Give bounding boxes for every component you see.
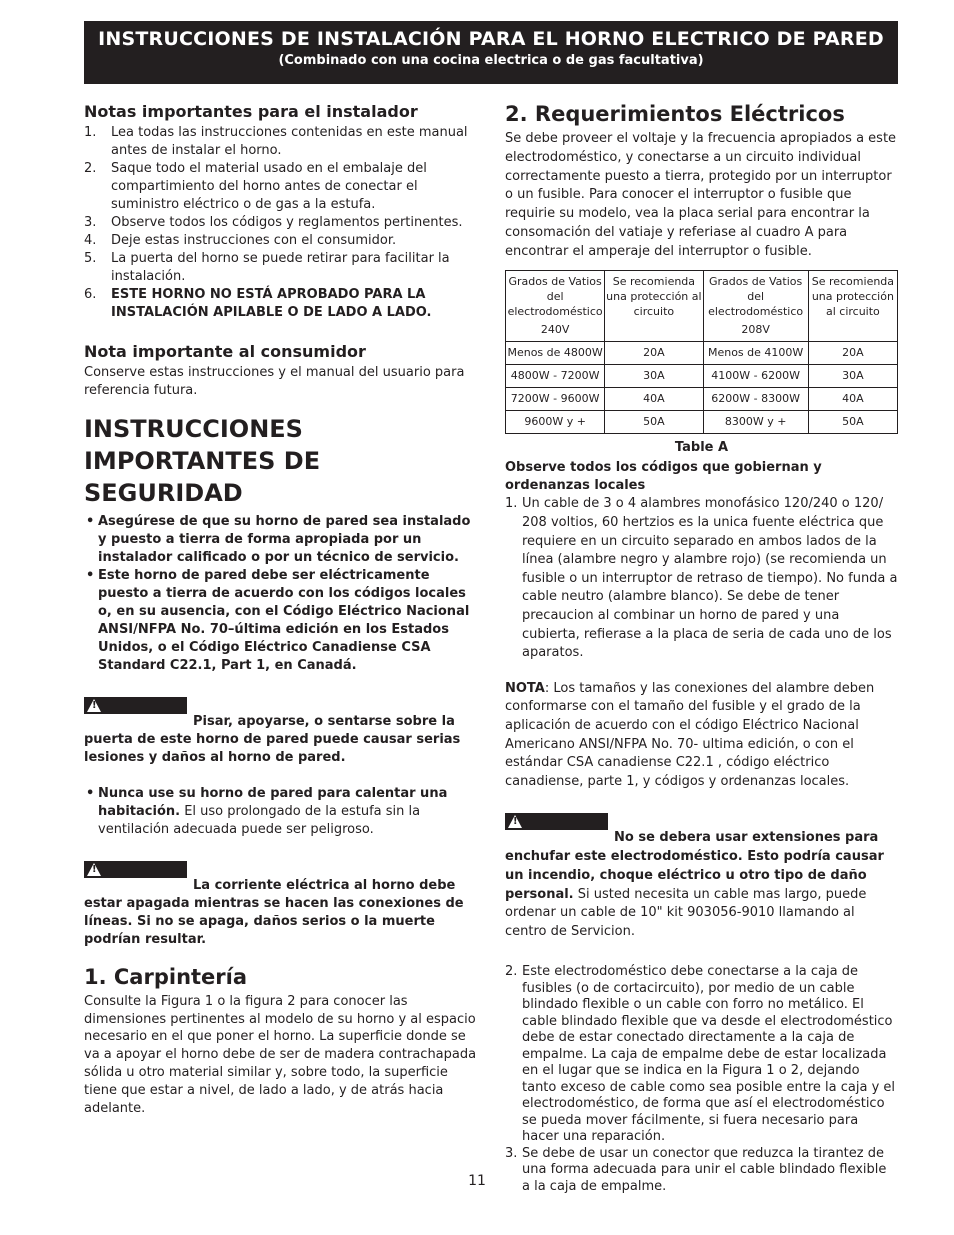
list-item: • Este horno de pared debe ser eléctricamente puesto a tierra de acuerdo con los códigos locales o, en su ausencia, con el Código Eléctrico Nacional ANSI/NFPA No. 70–última edición en los Estados Unidos, o el Código Eléctrico Canadiense CSA Standard C22.1, Part 1, en Canadá. (86, 567, 470, 673)
list-item: 5. La puerta del horno se puede retirar para facilitar la instalación. (84, 251, 450, 284)
table-row: 4800W - 7200W 30A 4100W - 6200W 30A (506, 364, 898, 387)
warning-badge: ! ADVERTENCIA (84, 861, 187, 878)
warning-icon: ! (87, 863, 101, 876)
wire-note: NOTA: Los tamaños y las conexiones del alambre deben conformarse con el tamaño del fusible y el grado de la aplicación de acuerdo con el código Eléctrico Nacional Americano ANSI/NFPA No. 70- ultima edición, o con el estándar CSA canadiense C22.1 , código eléctrico canadiense, parte 1, y códigos y ordenanzas locales. (505, 680, 875, 789)
list-item: 3. Observe todos los códigos y reglamentos pertinentes. (84, 215, 463, 230)
consumer-note-heading: Nota importante al consumidor (84, 342, 366, 361)
page-subtitle: (Combinado con una cocina electrica o de gas facultativa) (278, 53, 704, 68)
list-item: 6. ESTE HORNO NO ESTÁ APROBADO PARA LA INSTALACIÓN APILABLE O DE LADO A LADO. (84, 287, 432, 320)
installer-notes-list (84, 124, 478, 322)
list-item: 1. Un cable de 3 o 4 alambres monofásico 120/240 o 120/ 208 voltios, 60 hertzios es la unica fuente eléctrica que requiere en un circuito separado en ambos lados de la línea (alambre negro y alambre rojo) (se recomienda un fusible o un interruptor de retraso de tiempo). No funda a cable neutro (alambre blanco). Se debe de tener precaucion al combinar un horno de pared y una cubierta, refierase a la placa de seria de cada uno de los aparatos. (505, 496, 898, 661)
page-title: INSTRUCCIONES DE INSTALACIÓN PARA EL HORNO ELECTRICO DE PARED (98, 28, 884, 50)
warning-badge: ! ADVERTENCIA (505, 813, 608, 830)
list-item: 4. Deje estas instrucciones con el consumidor. (84, 233, 397, 248)
right-column (505, 102, 898, 1195)
warning-power: ! ADVERTENCIA La corriente eléctrica al horno debe estar apagada mientras se hacen las conexiones de líneas. Si no se apaga, daños serios o la muerte podrían resultar. (84, 861, 478, 949)
warning-badge: ! ADVERTENCIA (84, 697, 187, 714)
table-header-row (506, 270, 898, 341)
heating-bullet (84, 785, 478, 839)
warning-icon: ! (87, 699, 101, 712)
electrical-heading: 2. Requerimientos Eléctricos (505, 102, 845, 126)
table-header-cell: Grados de Vatios del electrodoméstico 208V (703, 270, 808, 341)
list-item: 3. Se debe de usar un conector que reduzca la tirantez de una forma adecuada para unir el cable blindado flexible a la caja de empalme. (505, 1145, 887, 1194)
carpentry-text: Consulte la Figura 1 o la figura 2 para conocer las dimensiones pertinentes al modelo de su horno y al espacio necesario en el que poner el horno. La superficie donde se va a apoyar el horno debe de ser de madera contrachapada sólida u otro material similar y, sobre todo, la superficie tiene que estar a nivel, de lado a lado, y de atrás hacia adelante. (84, 993, 477, 1116)
carpentry-heading: 1. Carpintería (84, 964, 248, 989)
installer-notes-heading: Notas importantes para el instalador (84, 102, 418, 121)
table-caption: Table A (674, 439, 729, 455)
page-number: 11 (468, 1173, 486, 1189)
warning-extension: ! ADVERTENCIA No se debera usar extensiones para enchufar este electrodoméstico. Esto podría causar un incendio, choque eléctrico u otro tipo de daño personal. Si usted necesita un cable mas largo, puede ordenar un cable de 10" kit 903056-9010 llamando al centro de Servicion. (505, 813, 898, 942)
warning-icon: ! (508, 815, 522, 828)
list-item: • Asegúrese de que su horno de pared sea instalado y puesto a tierra de forma apropiada por un instalador calificado o por un técnico de servicio. (86, 513, 471, 565)
table-row: 7200W - 9600W 40A 6200W - 8300W 40A (506, 387, 898, 410)
safety-bullets (84, 513, 478, 675)
list-item: 2. Saque todo el material usado en el embalaje del compartimiento del horno antes de conectar el suministro eléctrico o de gas a la estufa. (84, 161, 427, 212)
table-header-cell: Se recomienda una protección al circuito (605, 270, 703, 341)
consumer-note-text: Conserve estas instrucciones y el manual del usuario para referencia futura. (84, 365, 465, 399)
electrical-list-1 (505, 495, 898, 662)
warning-door: ! ADVERTENCIA Pisar, apoyarse, o sentarse sobre la puerta de este horno de pared puede causar serias lesiones y daños al horno de pared. (84, 697, 478, 767)
list-item: 2. Este electrodoméstico debe conectarse a la caja de fusibles (o de cortacircuito), por medio de un cable blindado flexible o un cable con forro no metálico. El cable blindado flexible que va desde el electrodoméstico debe de estar conectado directamente a la caja de empalme. La caja de empalme debe de estar localizada en el lugar que se indica en la Figura 1 o 2, dejando tanto exceso de cable como sea posible entre la caja y el electrodoméstico, de forma que así el electrodoméstico se pueda mover fácilmente, si fuera necesario para hacer una reparación. (505, 964, 896, 1145)
table-header-cell: Grados de Vatios del electrodoméstico 240V (506, 270, 605, 341)
left-column (84, 102, 478, 1117)
table-row: Menos de 4800W 20A Menos de 4100W 20A (506, 341, 898, 364)
codes-heading: Observe todos los códigos que gobiernan y ordenanzas locales (505, 459, 822, 493)
table-header-cell: Se recomienda una protección al circuito (808, 270, 897, 341)
table-row: 9600W y + 50A 8300W y + 50A (506, 410, 898, 433)
electrical-list-2 (505, 964, 898, 1195)
requirements-table (505, 270, 898, 434)
header-banner (84, 21, 898, 84)
safety-title: INSTRUCCIONES IMPORTANTES DE SEGURIDAD (84, 414, 321, 507)
electrical-intro: Se debe proveer el voltaje y la frecuencia apropiados a este electrodoméstico, y conectarse a un circuito individual correctamente puesto a tierra, protegido por un interruptor o un fusible. Para conocer el interruptor o fusible que requirie su modelo, vea la placa serial para encontrar la consomación del vatiaje y referiase al cuadro A para encontrar el amperaje del interruptor o fusible. (505, 131, 897, 259)
list-item: • Nunca use su horno de pared para calentar una habitación. El uso prolongado de la estufa sin la ventilación adecuada puede ser peligroso. (86, 785, 448, 837)
list-item: 1. Lea todas las instrucciones contenidas en este manual antes de instalar el horno. (84, 125, 468, 158)
